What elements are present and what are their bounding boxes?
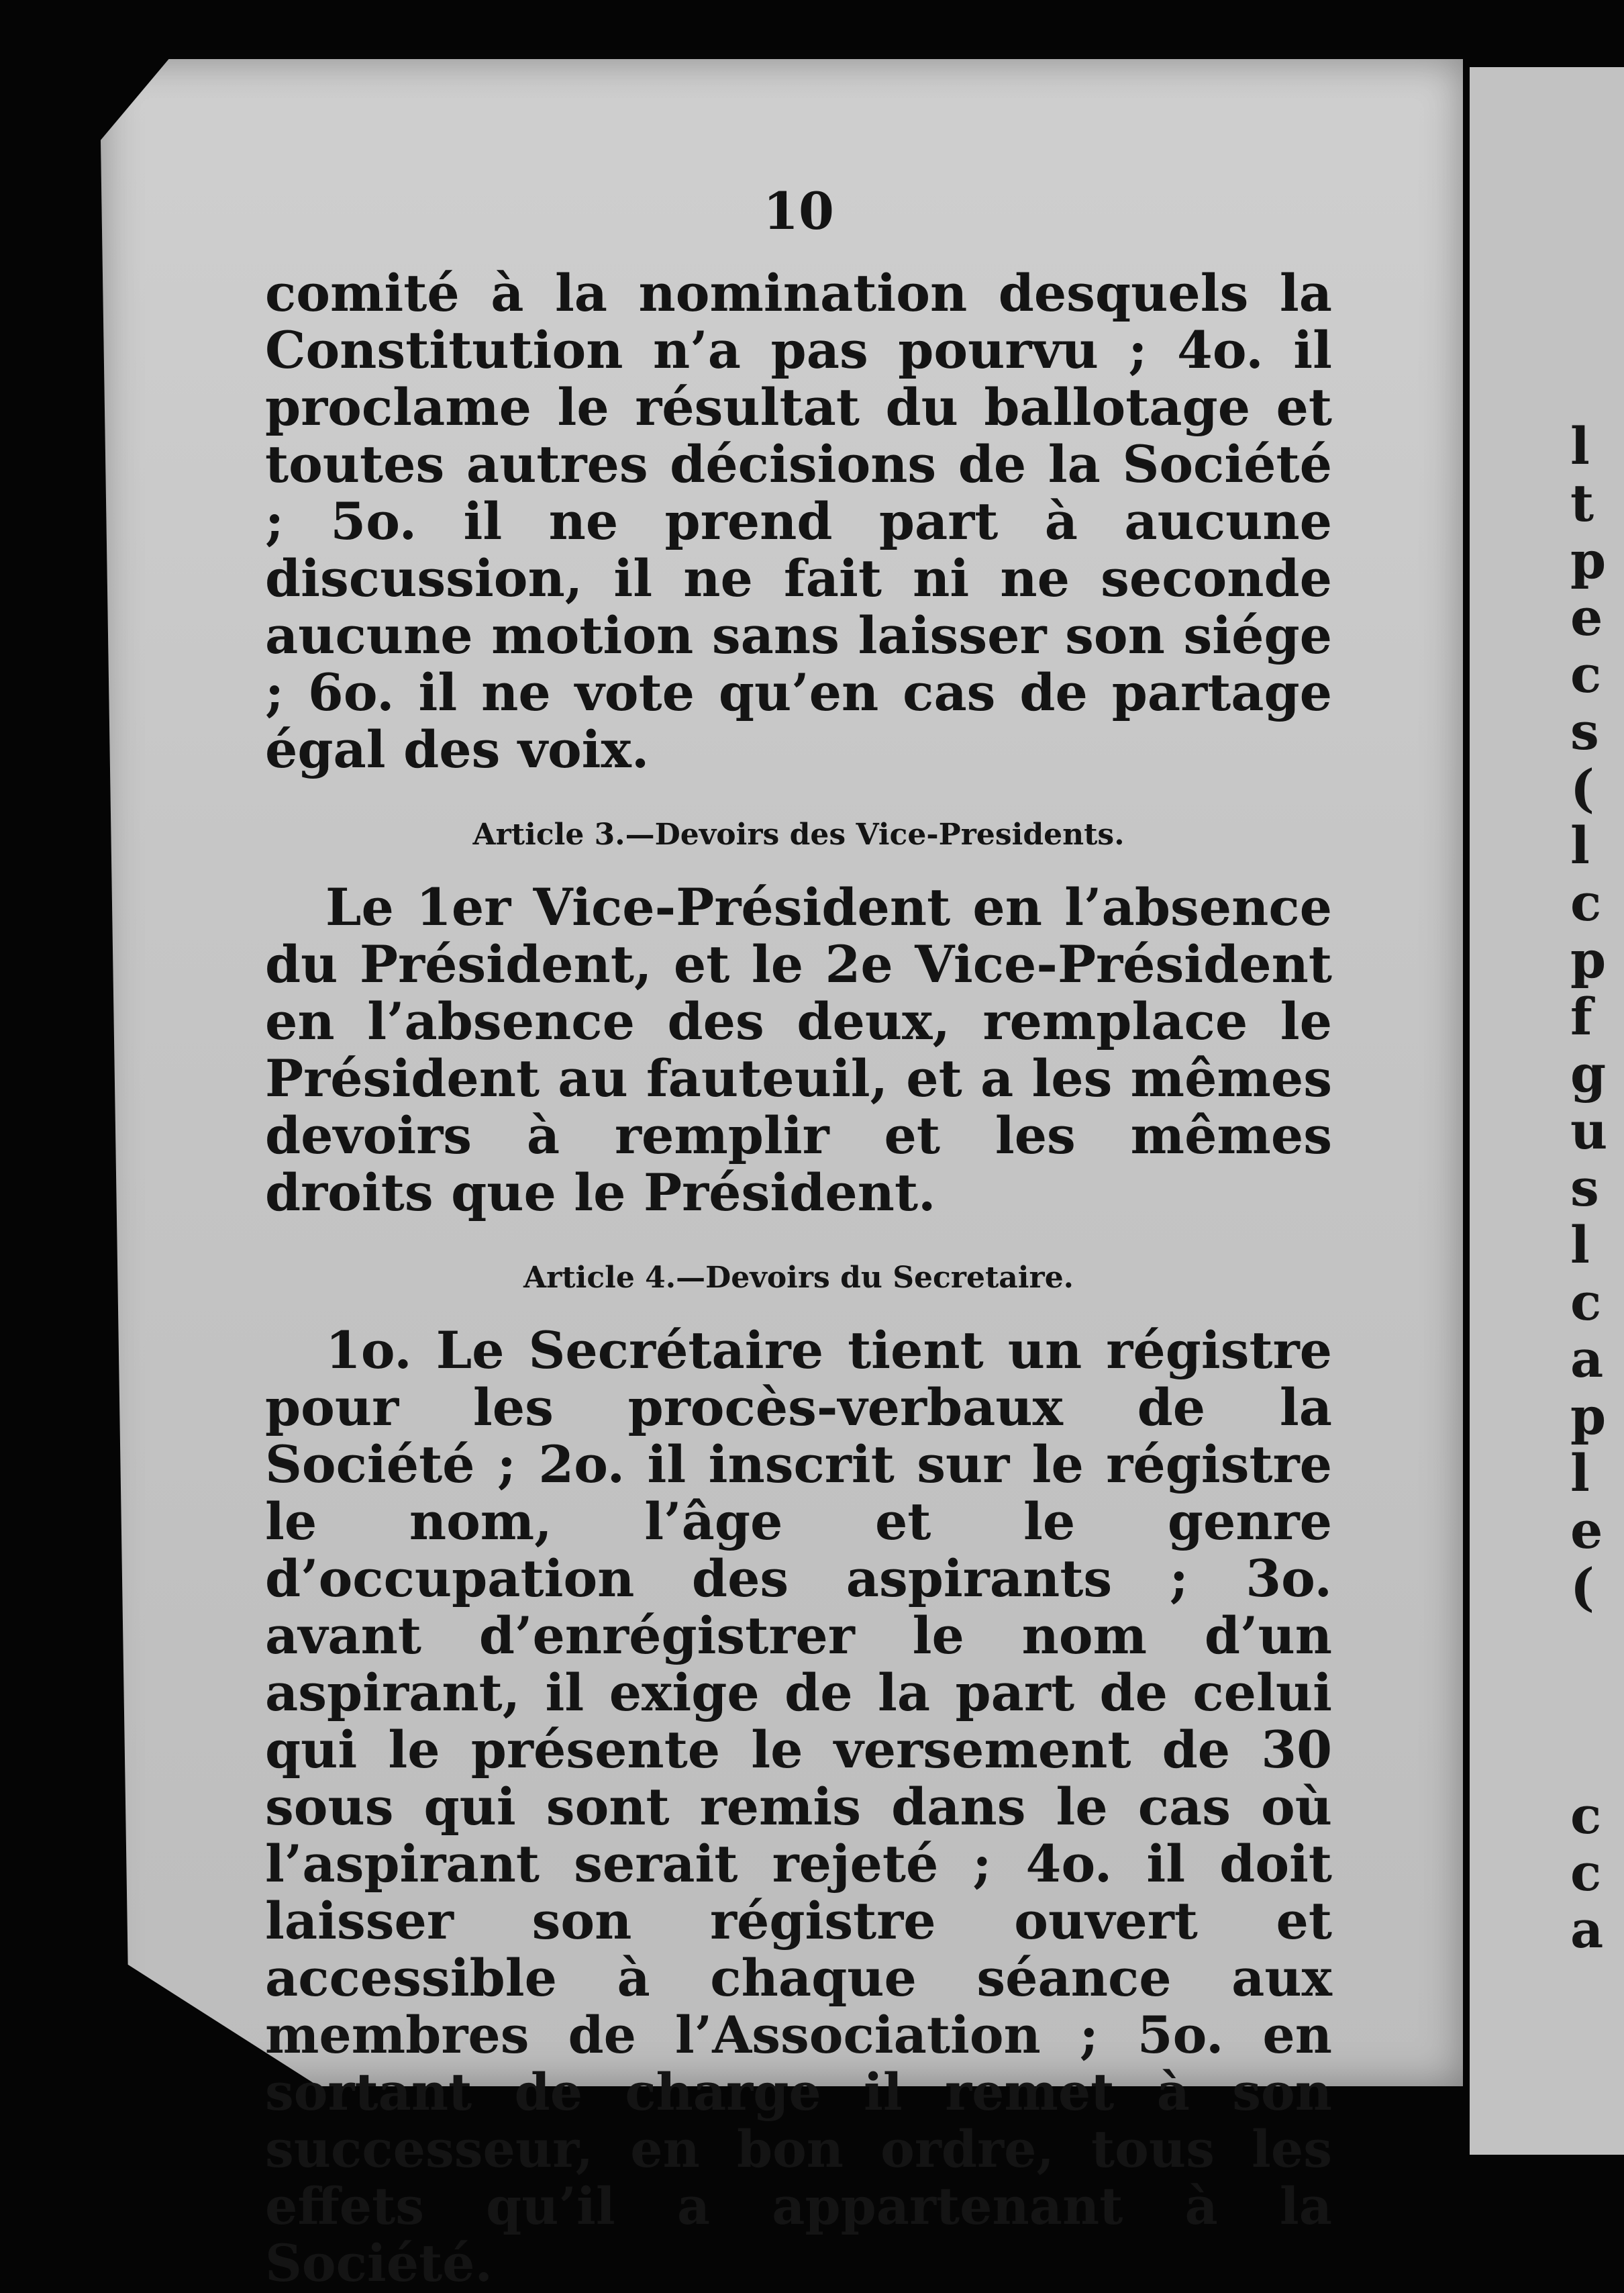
article-4-heading: Article 4.—Devoirs du Secretaire. [523, 1261, 1074, 1295]
facing-page-letter: a [1570, 1329, 1604, 1389]
facing-page-letter: p [1570, 930, 1607, 989]
facing-page-letter: l [1570, 1443, 1590, 1503]
facing-page-letter: s [1570, 701, 1599, 761]
facing-page-letter: e [1570, 587, 1603, 647]
facing-page-letter: l [1570, 1215, 1590, 1275]
facing-page-letter: a [1570, 1900, 1604, 1959]
facing-page-letter: t [1570, 473, 1594, 533]
facing-page-letter: l [1570, 816, 1590, 875]
facing-page-letter: f [1570, 987, 1592, 1046]
facing-page-letter: s [1570, 1158, 1599, 1218]
facing-page-letter: p [1570, 530, 1607, 590]
facing-page-letter: c [1570, 1786, 1602, 1845]
facing-page-letter: g [1570, 1044, 1607, 1104]
facing-page-edge [1470, 67, 1624, 2155]
page-content [265, 181, 1332, 2292]
facing-page-letter: c [1570, 1272, 1602, 1332]
facing-page-letter: u [1570, 1101, 1608, 1161]
facing-page-letter: c [1570, 1843, 1602, 1902]
facing-page-letter: ( [1570, 759, 1594, 818]
facing-page-letter: p [1570, 1386, 1607, 1446]
article-4-text: 1o. Le Secrétaire tient un régistre pour les procès-verbaux de la Société ; 2o. il inscrit sur le régistre le nom, l’âge et le genre d’occupation des aspirants ; 3o. avant d’enrégistrer le nom d’un aspirant, il exige de la part de celui qui le présente le versement de 30 sous qui sont remis dans le cas où l’aspirant serait rejeté ; 4o. il doit laisser son régistre ouvert et accessible à chaque séance aux membres de l’Association ; 5o. en sortant de charge il remet à son successeur, en bon ordre, tous les effets qu’il a appartenant à la Société. [265, 1320, 1332, 2293]
facing-page-letter: l [1570, 416, 1590, 476]
facing-page-letter: ( [1570, 1557, 1594, 1617]
facing-page-letter: e [1570, 1500, 1603, 1560]
article-3-heading: Article 3.—Devoirs des Vice-Presidents. [472, 818, 1125, 852]
facing-page-letter: c [1570, 644, 1602, 704]
facing-page-letter: c [1570, 873, 1602, 932]
continued-paragraph: comité à la nomination desquels la Constitution n’a pas pourvu ; 4o. il proclame le résultat du ballotage et toutes autres décisions de la Société ; 5o. il ne prend part à aucune discussion, il ne fait ni ne seconde aucune motion sans laisser son siége ; 6o. il ne vote qu’en cas de partage égal des voix. [265, 263, 1332, 779]
page-number: 10 [763, 181, 834, 241]
article-3-text: Le 1er Vice-Président en l’absence du Président, et le 2e Vice-Président en l’absence des deux, remplace le Président au fauteuil, et a les mêmes devoirs à remplir et les mêmes droits que le Président. [265, 877, 1332, 1222]
